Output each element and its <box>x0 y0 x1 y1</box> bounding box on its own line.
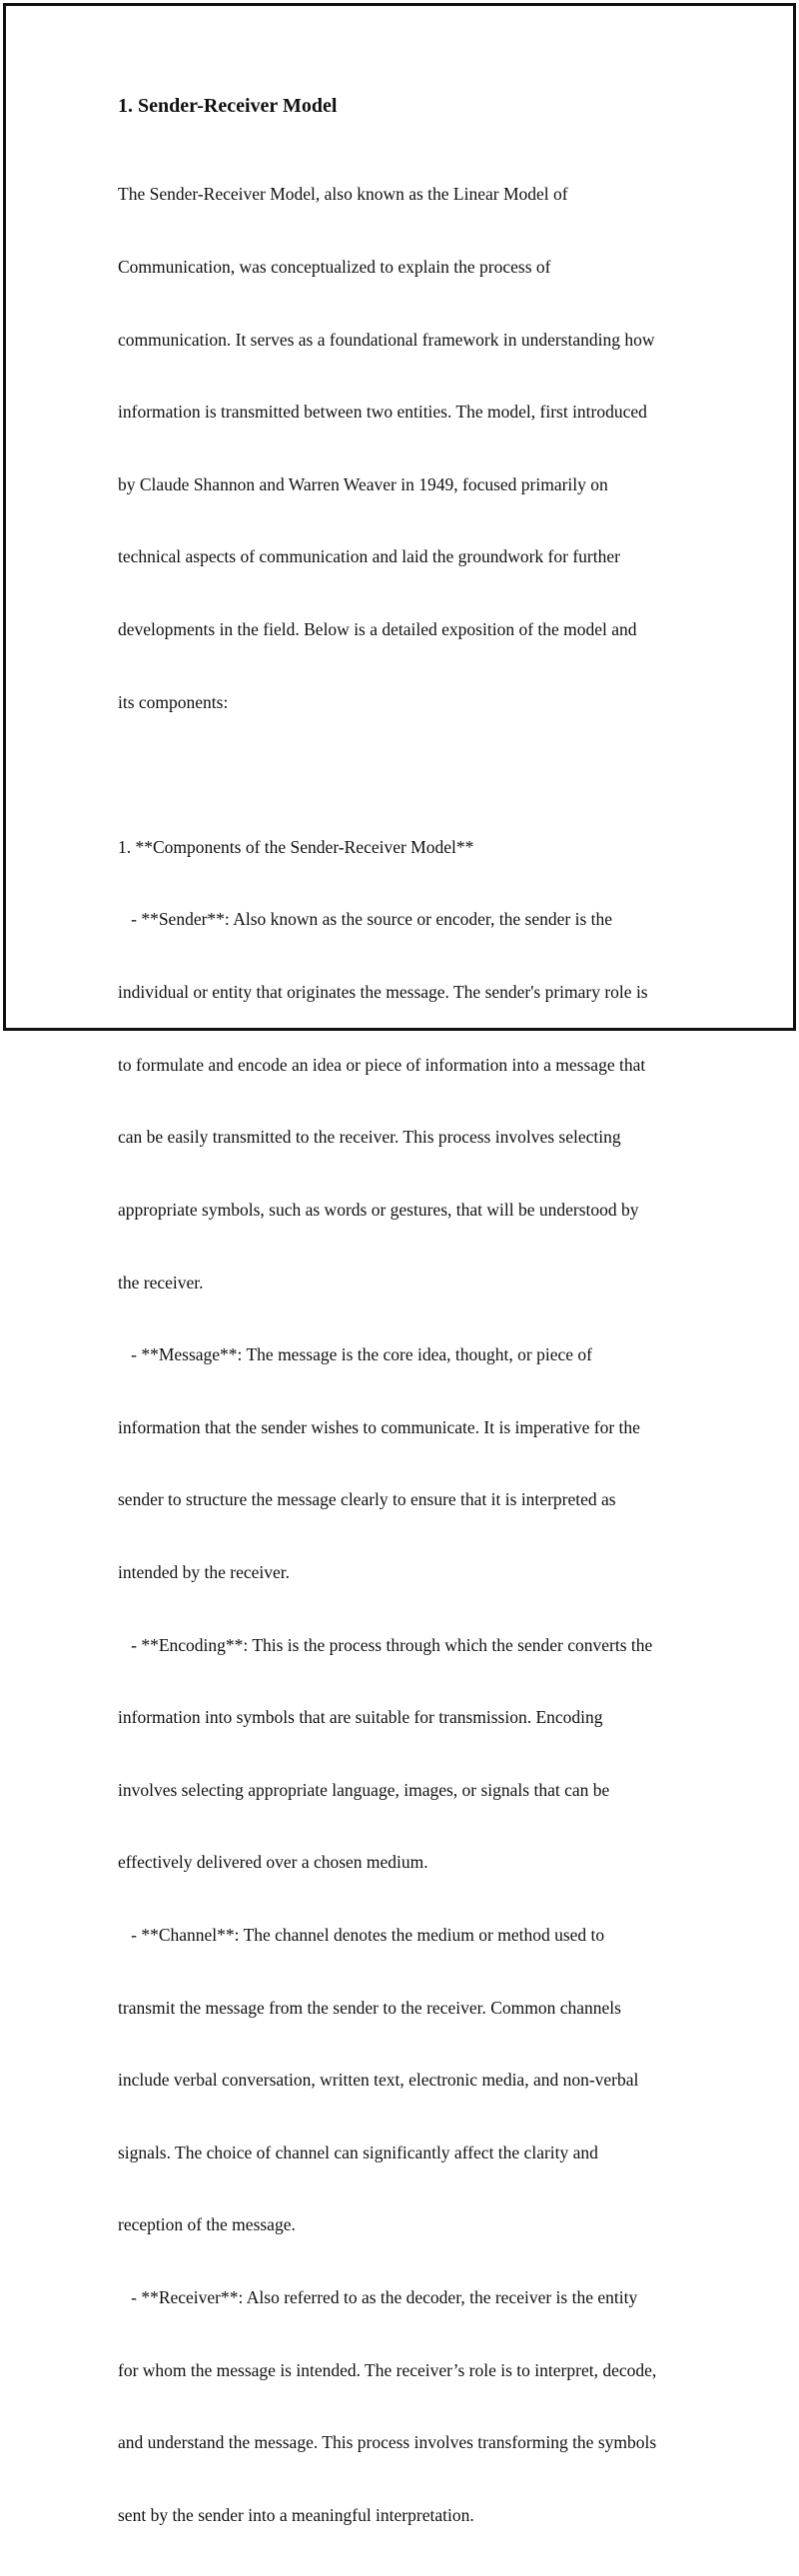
list-item-sender: - **Sender**: Also known as the source or encoder, the sender is the <box>118 909 613 930</box>
text-line: information into symbols that are suitable for transmission. Encoding <box>118 1707 603 1728</box>
text-line: involves selecting appropriate language, images, or signals that can be <box>118 1779 610 1800</box>
text-line: information is transmitted between two entities. The model, first introduced <box>118 402 647 423</box>
text-line: developments in the field. Below is a detailed exposition of the model and <box>118 619 637 640</box>
text-line: include verbal conversation, written text, electronic media, and non-verbal <box>118 2070 639 2091</box>
text-line: intended by the receiver. <box>118 1561 291 1582</box>
list-item-channel: - **Channel**: The channel denotes the medium or method used to <box>118 1925 605 1946</box>
text-line: Communication, was conceptualized to explain the process of <box>118 257 551 278</box>
text-line: its components: <box>118 691 229 712</box>
text-line: The Sender-Receiver Model, also known as the Linear Model of <box>118 184 568 205</box>
list-item-encoding: - **Encoding**: This is the process through which the sender converts the <box>118 1634 653 1655</box>
components-list <box>118 786 697 2575</box>
text-line: transmit the message from the sender to the receiver. Common channels <box>118 1997 621 2018</box>
text-line: can be easily transmitted to the receiver. This process involves selecting <box>118 1127 621 1148</box>
paragraph-gap <box>118 762 697 786</box>
text-line: communication. It serves as a foundational framework in understanding how <box>118 329 655 350</box>
text-line: appropriate symbols, such as words or gestures, that will be understood by <box>118 1199 639 1220</box>
text-line: by Claude Shannon and Warren Weaver in 1949, focused primarily on <box>118 473 608 494</box>
list-item-receiver: - **Receiver**: Also referred to as the decoder, the receiver is the entity <box>118 2287 638 2308</box>
text-line: technical aspects of communication and laid the groundwork for further <box>118 546 620 567</box>
text-line: and understand the message. This process involves transforming the symbols <box>118 2432 657 2453</box>
list-item-message: - **Message**: The message is the core idea, thought, or piece of <box>118 1344 592 1365</box>
text-line: reception of the message. <box>118 2214 296 2235</box>
text-line: individual or entity that originates the message. The sender's primary role is <box>118 982 648 1003</box>
text-line: sent by the sender into a meaningful interpretation. <box>118 2504 474 2525</box>
text-line: signals. The choice of channel can significantly affect the clarity and <box>118 2142 598 2162</box>
document-body <box>118 94 697 2576</box>
text-line: for whom the message is intended. The receiver’s role is to interpret, decode, <box>118 2359 657 2380</box>
text-line: information that the sender wishes to communicate. It is imperative for the <box>118 1416 640 1437</box>
section-heading: 1. Sender-Receiver Model <box>118 95 338 117</box>
text-line: sender to structure the message clearly to ensure that it is interpreted as <box>118 1489 616 1510</box>
intro-paragraph <box>118 134 697 762</box>
text-line: to formulate and encode an idea or piece of information into a message that <box>118 1054 646 1075</box>
text-line: the receiver. <box>118 1272 204 1292</box>
list-heading: 1. **Components of the Sender-Receiver Model** <box>118 836 474 857</box>
text-line: effectively delivered over a chosen medium. <box>118 1852 428 1873</box>
